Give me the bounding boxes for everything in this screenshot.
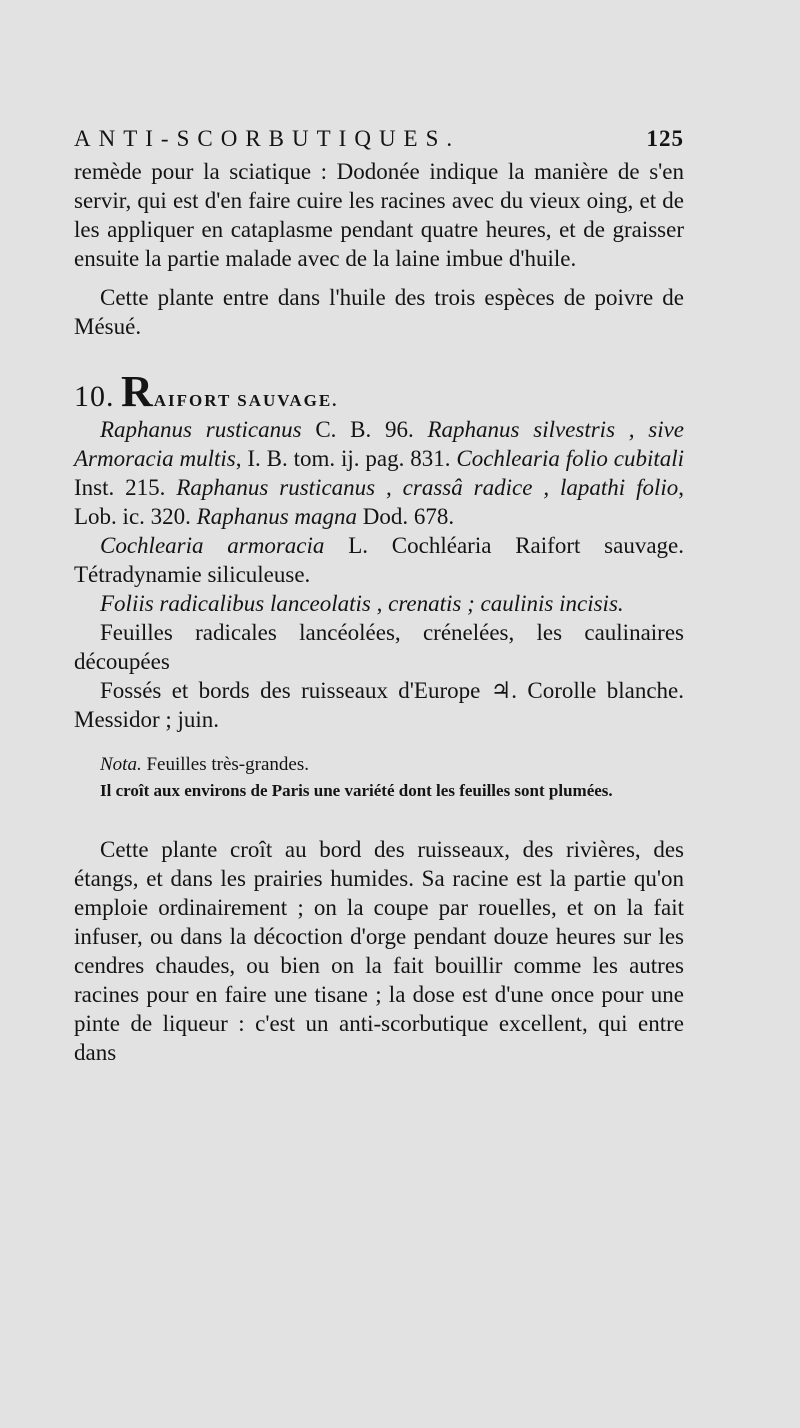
- running-title: ANTI-SCORBUTIQUES.: [74, 126, 461, 151]
- running-header: [74, 124, 684, 153]
- text-column: [74, 124, 684, 1067]
- entry-initial: R: [121, 367, 154, 416]
- habitat: Fossés et bords des ruisseaux d'Europe ♃. Corolle blanche. Messidor ; juin.: [74, 678, 684, 732]
- paragraph-usage: Cette plante croît au bord des ruisseaux, des rivières, des étangs, et dans les prairies humides. Sa racine est la partie qu'on emploie ordinairement ; on la coupe par rouelles, et on la fait infuser, ou dans la décoction d'orge pendant douze heures sur les cendres chaudes, ou bien on la fait bouillir comme les autres racines pour en faire une tisane ; la dose est d'une once pour une pinte de liqueur : c'est un anti-scorbutique excellent, qui entre dans: [74, 837, 684, 1065]
- entry-number: 10.: [74, 380, 115, 413]
- synonyms: Raphanus rusticanus C. B. 96. Raphanus silvestris , sive Armoracia multis, I. B. tom. ij. pag. 831. Cochlearia folio cubitali Inst. 215. Raphanus rusticanus , crassâ radice , lapathi folio, Lob. ic. 320. Raphanus magna Dod. 678.: [74, 417, 685, 529]
- entry-title-rest: AIFORT SAUVAGE.: [153, 391, 339, 410]
- french-description: Feuilles radicales lancéolées, crénelées, les caulinaires découpées: [74, 620, 684, 674]
- paragraph-pepper-oil: Cette plante entre dans l'huile des trois espèces de poivre de Mésué.: [74, 285, 684, 339]
- variety-note: Il croît aux environs de Paris une variété dont les feuilles sont plumées.: [100, 781, 613, 800]
- paragraph-sciatica: remède pour la sciatique : Dodonée indique la manière de s'en servir, qui est d'en faire cuire les racines avec du vieux oing, et de les appliquer en cataplasme pendant quatre heures, et de graisser ensuite la partie malade avec de la laine imbue d'huile.: [74, 159, 684, 271]
- page-number: 125: [646, 126, 684, 151]
- nota: Nota. Feuilles très-grandes.: [100, 754, 309, 775]
- linnaean-name: Cochlearia armoracia L. Cochléaria Raifort sauvage. Tétradynamie siliculeuse.: [74, 533, 684, 587]
- entry-title: [74, 367, 684, 416]
- latin-description: Foliis radicalibus lanceolatis , crenatis ; caulinis incisis.: [100, 591, 624, 616]
